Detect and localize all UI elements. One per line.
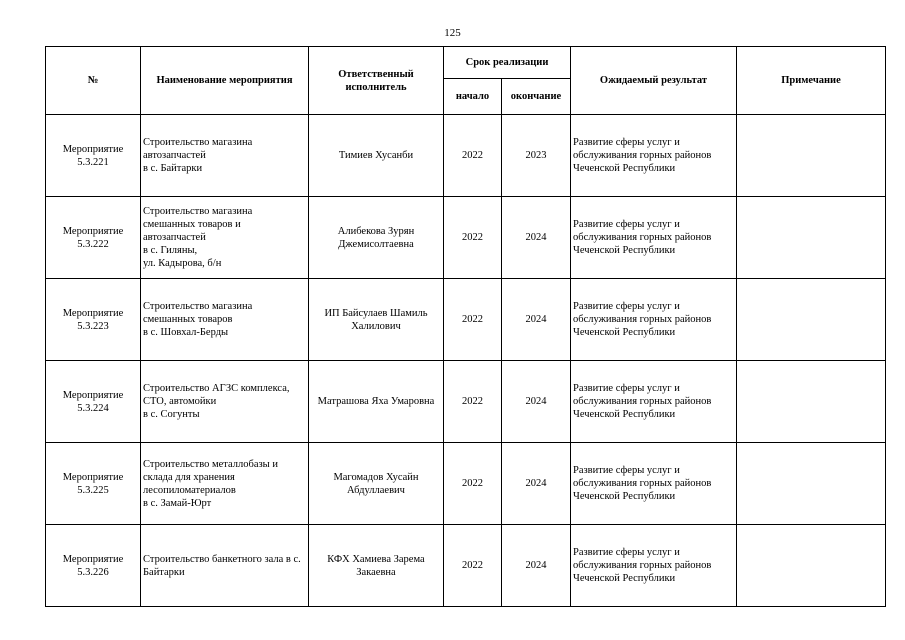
cell-name: Строительство магазина автозапчастей в с. Байтарки bbox=[141, 115, 309, 197]
cell-note bbox=[737, 361, 886, 443]
cell-name: Строительство банкетного зала в с. Байтарки bbox=[141, 525, 309, 607]
table-row bbox=[46, 525, 886, 607]
cell-responsible: Тимиев Хусанби bbox=[309, 115, 444, 197]
cell-num: Мероприятие 5.3.221 bbox=[46, 115, 141, 197]
cell-start: 2022 bbox=[444, 279, 502, 361]
cell-end: 2024 bbox=[502, 443, 571, 525]
cell-start: 2022 bbox=[444, 197, 502, 279]
page-number: 125 bbox=[444, 27, 461, 39]
cell-start: 2022 bbox=[444, 361, 502, 443]
cell-start: 2022 bbox=[444, 115, 502, 197]
cell-note bbox=[737, 115, 886, 197]
table-row bbox=[46, 361, 886, 443]
cell-num: Мероприятие 5.3.224 bbox=[46, 361, 141, 443]
cell-end: 2023 bbox=[502, 115, 571, 197]
table-row bbox=[46, 279, 886, 361]
header-responsible: Ответственный исполнитель bbox=[309, 47, 444, 115]
cell-name: Строительство АГЗС комплекса, СТО, автомойки в с. Согунты bbox=[141, 361, 309, 443]
cell-num: Мероприятие 5.3.226 bbox=[46, 525, 141, 607]
header-result: Ожидаемый результат bbox=[571, 47, 737, 115]
cell-end: 2024 bbox=[502, 197, 571, 279]
cell-end: 2024 bbox=[502, 279, 571, 361]
table-header bbox=[46, 47, 886, 115]
cell-result: Развитие сферы услуг и обслуживания горных районов Чеченской Республики bbox=[571, 279, 737, 361]
table-row bbox=[46, 115, 886, 197]
cell-start: 2022 bbox=[444, 525, 502, 607]
cell-end: 2024 bbox=[502, 361, 571, 443]
cell-responsible: КФХ Хамиева Зарема Закаевна bbox=[309, 525, 444, 607]
cell-note bbox=[737, 443, 886, 525]
events-table bbox=[45, 46, 886, 607]
table-body bbox=[46, 115, 886, 607]
cell-responsible: Матрашова Яха Умаровна bbox=[309, 361, 444, 443]
cell-num: Мероприятие 5.3.223 bbox=[46, 279, 141, 361]
table-row bbox=[46, 197, 886, 279]
cell-result: Развитие сферы услуг и обслуживания горных районов Чеченской Республики bbox=[571, 197, 737, 279]
cell-name: Строительство магазина смешанных товаров в с. Шовхал-Берды bbox=[141, 279, 309, 361]
header-end: окончание bbox=[502, 79, 571, 115]
cell-start: 2022 bbox=[444, 443, 502, 525]
cell-note bbox=[737, 525, 886, 607]
cell-result: Развитие сферы услуг и обслуживания горных районов Чеченской Республики bbox=[571, 361, 737, 443]
cell-num: Мероприятие 5.3.222 bbox=[46, 197, 141, 279]
cell-responsible: ИП Байсулаев Шамиль Халилович bbox=[309, 279, 444, 361]
cell-note bbox=[737, 279, 886, 361]
header-note: Примечание bbox=[737, 47, 886, 115]
cell-responsible: Магомадов Хусайн Абдуллаевич bbox=[309, 443, 444, 525]
header-start: начало bbox=[444, 79, 502, 115]
cell-result: Развитие сферы услуг и обслуживания горных районов Чеченской Республики bbox=[571, 443, 737, 525]
cell-name: Строительство металлобазы и склада для хранения лесопиломатериалов в с. Замай-Юрт bbox=[141, 443, 309, 525]
table-row bbox=[46, 443, 886, 525]
header-num: № bbox=[46, 47, 141, 115]
cell-name: Строительство магазина смешанных товаров и автозапчастей в с. Гиляны, ул. Кадырова, б/н bbox=[141, 197, 309, 279]
cell-responsible: Алибекова Зурян Джемисолтаевна bbox=[309, 197, 444, 279]
cell-num: Мероприятие 5.3.225 bbox=[46, 443, 141, 525]
header-period: Срок реализации bbox=[444, 47, 571, 79]
cell-note bbox=[737, 197, 886, 279]
cell-end: 2024 bbox=[502, 525, 571, 607]
cell-result: Развитие сферы услуг и обслуживания горных районов Чеченской Республики bbox=[571, 525, 737, 607]
header-name: Наименование мероприятия bbox=[141, 47, 309, 115]
cell-result: Развитие сферы услуг и обслуживания горных районов Чеченской Республики bbox=[571, 115, 737, 197]
